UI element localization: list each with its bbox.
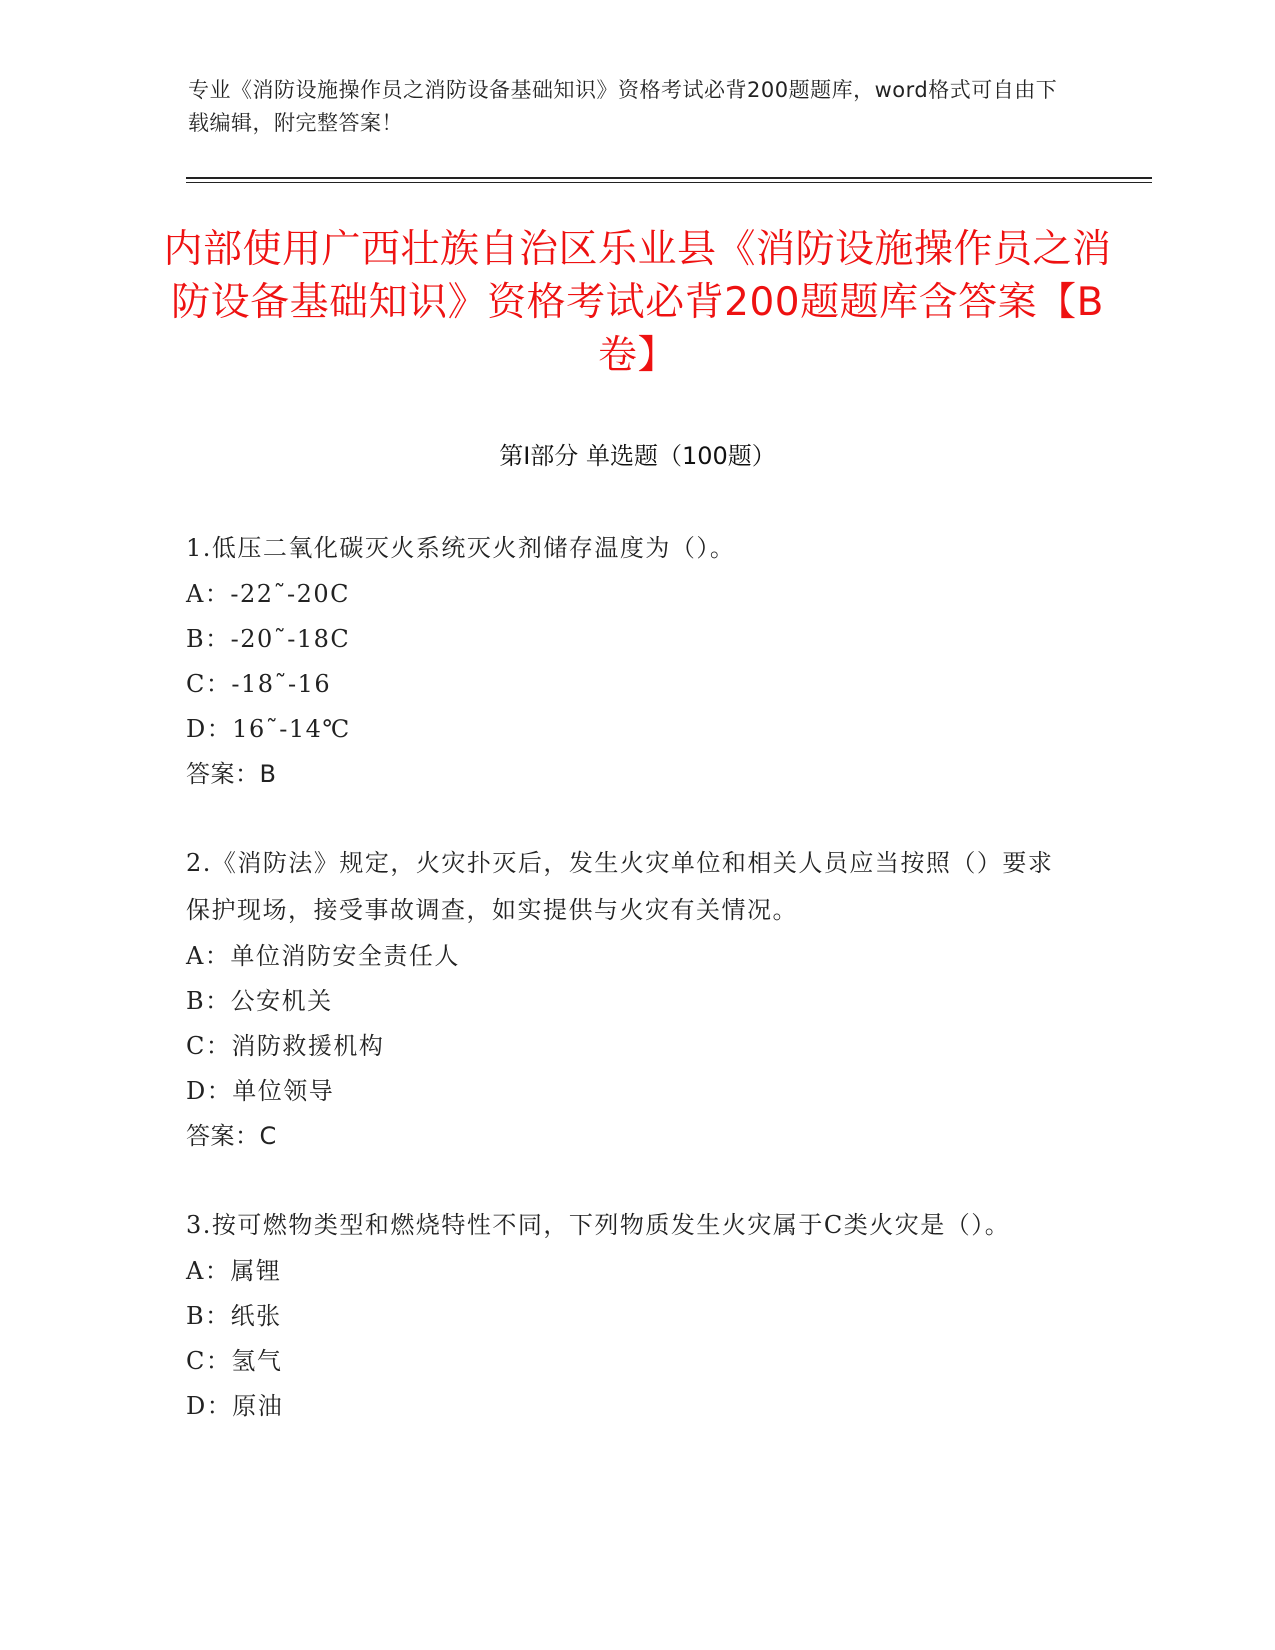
header-divider [186,177,1152,179]
option-c: C：氢气 [186,1347,283,1375]
option-c: C：-18˜-16 [186,670,332,698]
option-a: A：单位消防安全责任人 [186,942,460,970]
option-b: B：纸张 [186,1302,282,1330]
option-a: A：属锂 [186,1257,282,1285]
header-divider-thin [186,182,1152,183]
option-a: A：-22˜-20C [186,580,350,608]
question-text: 3.按可燃物类型和燃烧特性不同，下列物质发生火灾属于C类火灾是（）。 [186,1211,1011,1239]
section-title: 第Ⅰ部分 单选题（100题） [499,442,776,470]
option-d: D：原油 [186,1392,284,1420]
question-3 [186,1202,1066,1429]
option-d: D：单位领导 [186,1077,335,1105]
option-d: D：16˜-14℃ [186,715,351,743]
question-2 [186,840,1066,1159]
option-b: B：公安机关 [186,987,333,1015]
answer: 答案：C [186,1122,277,1150]
question-text: 2.《消防法》规定，火灾扑灭后，发生火灾单位和相关人员应当按照（）要求保护现场，接受事故调查，如实提供与火灾有关情况。 [186,849,1054,924]
question-1 [186,525,1066,797]
question-text: 1.低压二氧化碳灭火系统灭火剂储存温度为（）。 [186,534,736,562]
option-b: B：-20˜-18C [186,625,351,653]
document-title: 内部使用广西壮族自治区乐业县《消防设施操作员之消防设备基础知识》资格考试必背200题题库含答案【B卷】 [163,227,1112,378]
option-c: C：消防救援机构 [186,1032,385,1060]
header-note: 专业《消防设施操作员之消防设备基础知识》资格考试必背200题题库，word格式可自由下载编辑，附完整答案！ [188,78,1058,135]
answer: 答案：B [186,760,277,788]
